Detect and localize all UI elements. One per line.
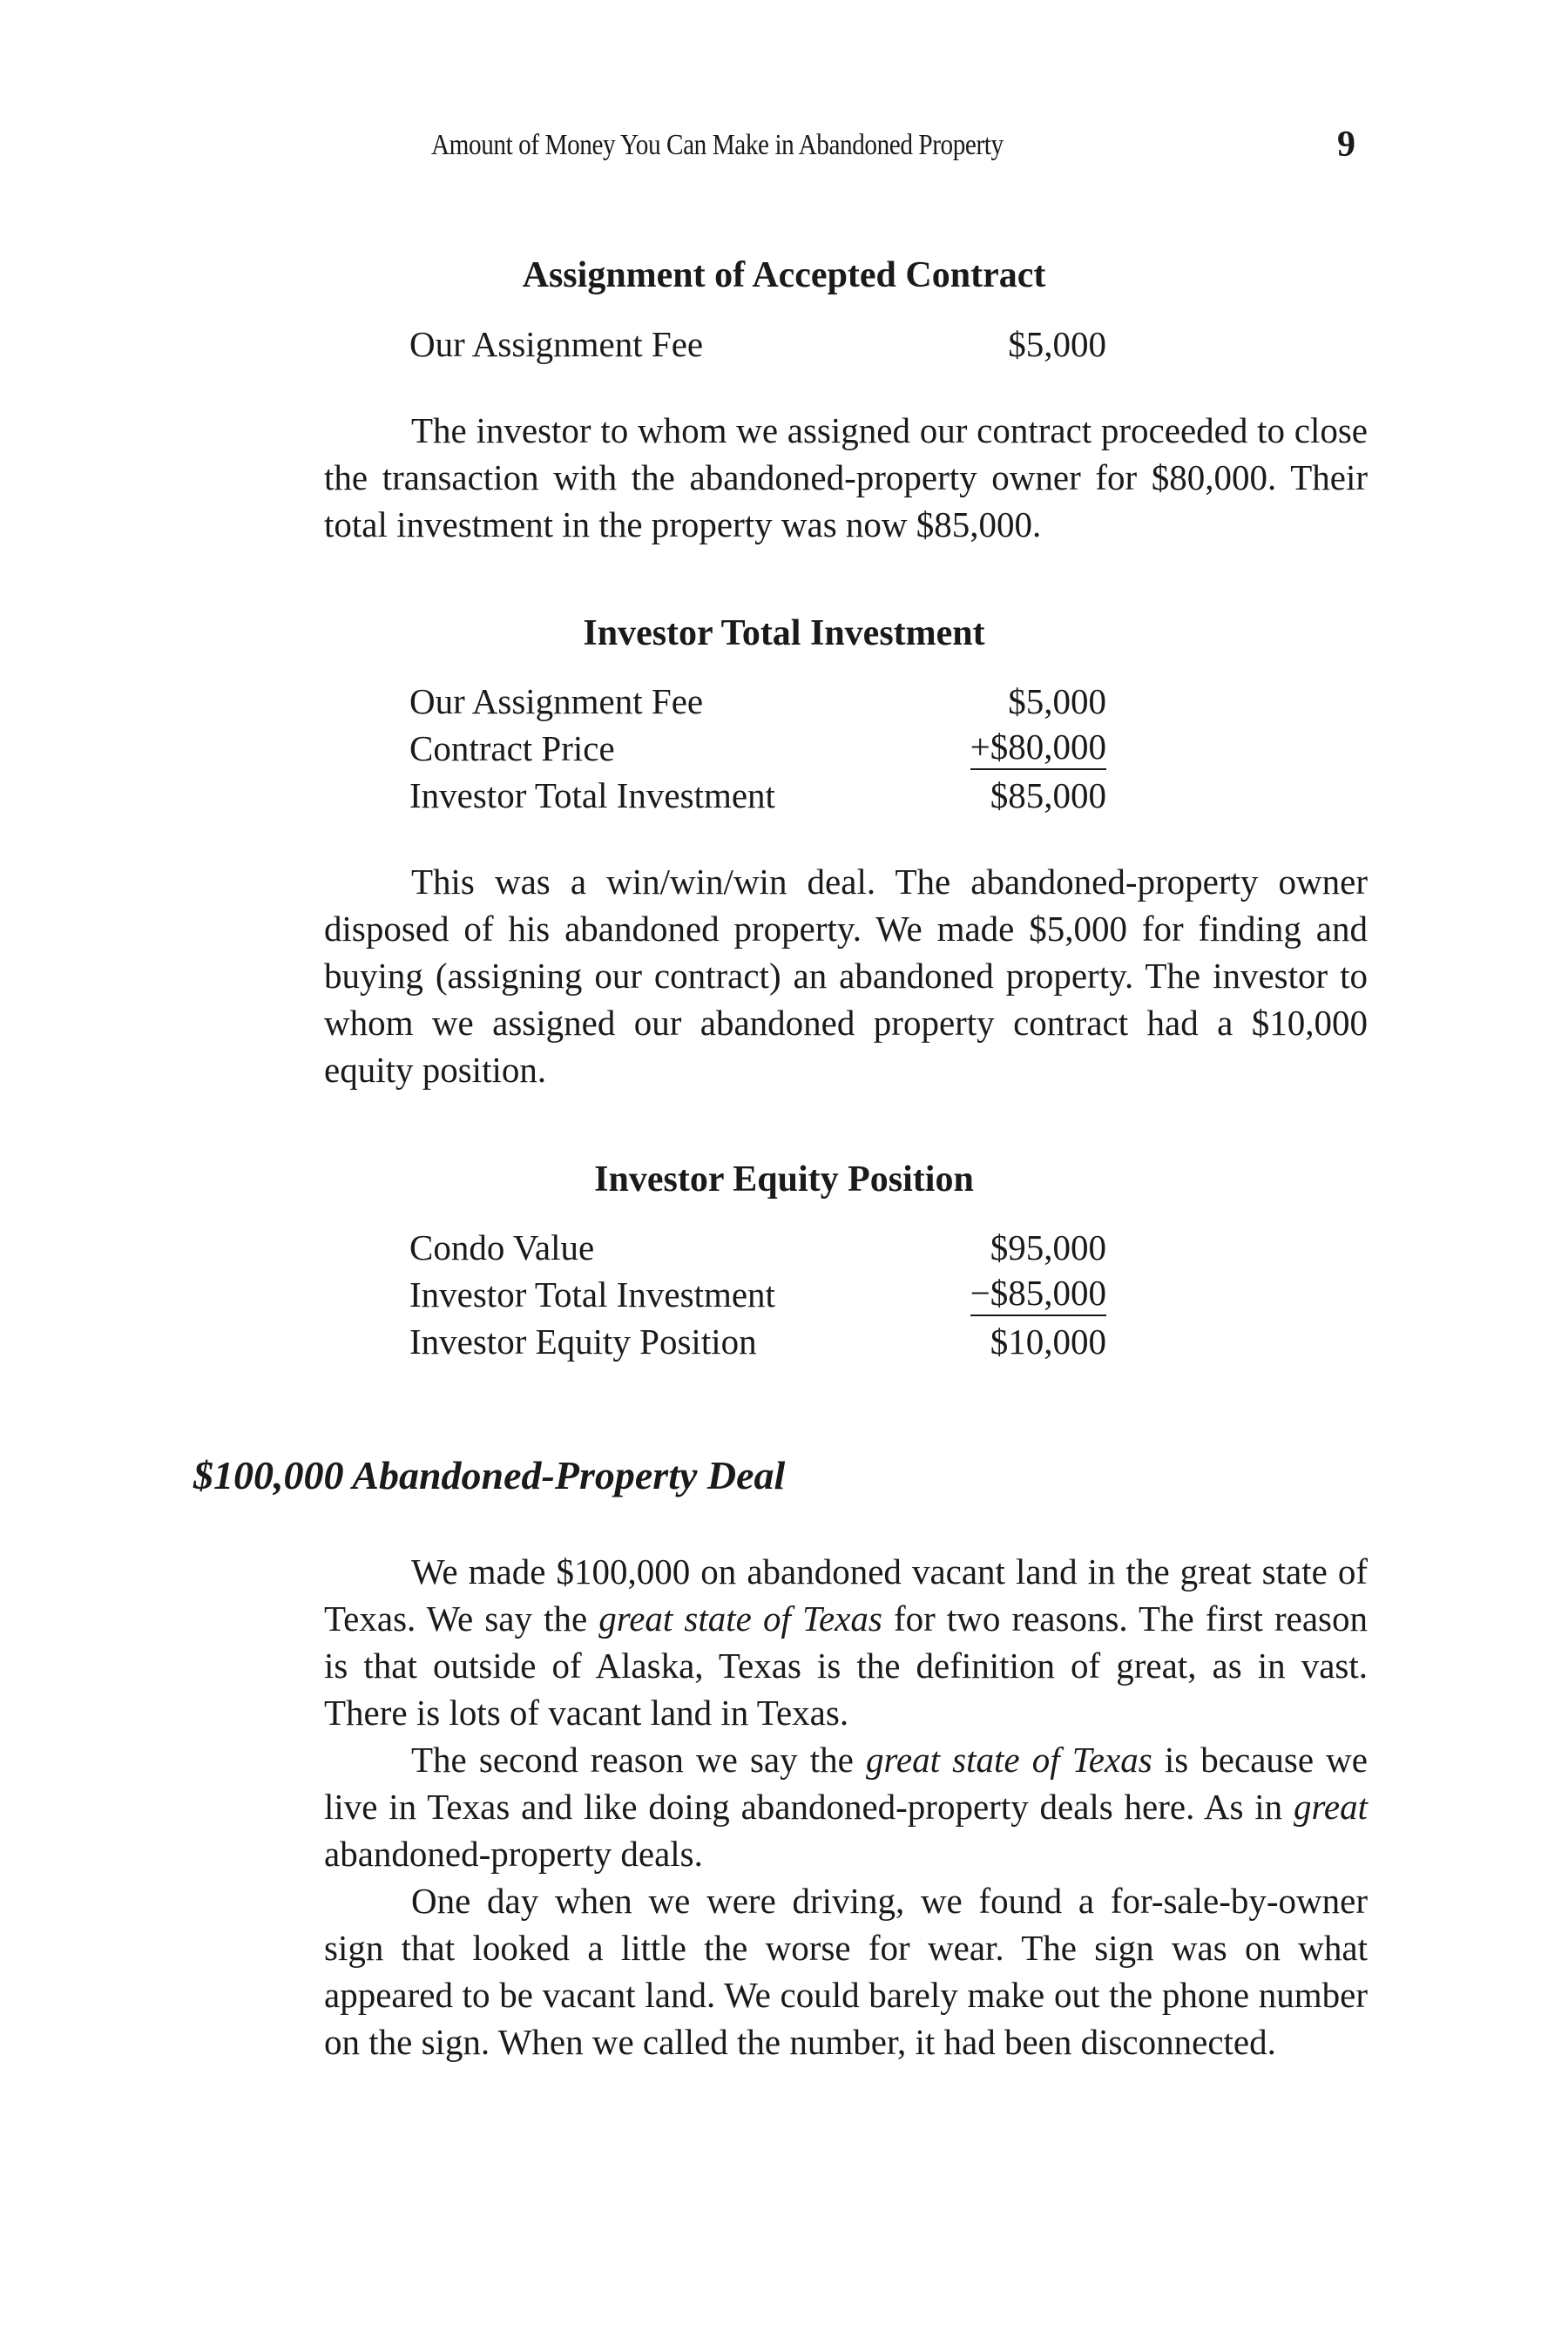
body-paragraph: We made $100,000 on abandoned vacant land in the great state of Texas. We say the great state of Texas for two reasons. The first reason is that outside of Alaska, Texas is the definition of great, as in vast. There is lots of vacant land in Texas. [324, 1551, 1368, 1733]
row-label: Investor Total Investment [409, 1274, 775, 1315]
table-row [409, 1318, 1106, 1365]
row-label: Our Assignment Fee [409, 324, 704, 364]
table-row [409, 678, 1106, 725]
body-paragraph: One day when we were driving, we found a for-sale-by-owner sign that looked a little the worse for wear. The sign was on what appeared to be vacant land. We could barely make out the phone number on the sign. When we called the number, it had been disconnected. [324, 1881, 1368, 2062]
row-label: Contract Price [409, 728, 615, 768]
equity-table [409, 1224, 1106, 1365]
row-amount: −$85,000 [970, 1271, 1106, 1316]
running-head: Amount of Money You Can Make in Abandoned Property [431, 129, 1004, 161]
assignment-table [409, 321, 1106, 368]
table-caption-investment: Investor Total Investment [583, 613, 985, 653]
table-row [409, 1271, 1106, 1318]
page-number: 9 [1337, 125, 1355, 165]
row-amount: $5,000 [1008, 324, 1106, 364]
table-caption-equity: Investor Equity Position [594, 1159, 974, 1200]
row-amount: $10,000 [990, 1321, 1106, 1362]
row-amount: +$80,000 [970, 725, 1106, 770]
body-paragraph: The investor to whom we assigned our contract proceeded to close the transaction with the abandoned-property owner for $80,000. Their total investment in the property was now $85,000. [324, 410, 1368, 544]
row-amount: $5,000 [1008, 681, 1106, 721]
table-row [409, 725, 1106, 772]
row-label: Condo Value [409, 1227, 595, 1267]
table-caption-assignment: Assignment of Accepted Contract [522, 255, 1046, 295]
section-heading: $100,000 Abandoned-Property Deal [193, 1453, 786, 1497]
table-row [409, 772, 1106, 819]
investment-table [409, 678, 1106, 819]
row-amount: $85,000 [990, 775, 1106, 815]
body-paragraph: This was a win/win/win deal. The abandoned-property owner disposed of his abandoned property. We made $5,000 for finding and buying (assigning our contract) an abandoned property. The investor to whom we assigned our abandoned property contract had a $10,000 equity position. [324, 862, 1368, 1090]
row-label: Investor Equity Position [409, 1321, 757, 1362]
body-paragraph: The second reason we say the great state of Texas is because we live in Texas and like doing abandoned-property deals here. As in great abandoned-property deals. [324, 1740, 1368, 1874]
row-label: Investor Total Investment [409, 775, 775, 815]
table-row [409, 321, 1106, 368]
row-amount: $95,000 [990, 1227, 1106, 1267]
table-row [409, 1224, 1106, 1271]
row-label: Our Assignment Fee [409, 681, 704, 721]
